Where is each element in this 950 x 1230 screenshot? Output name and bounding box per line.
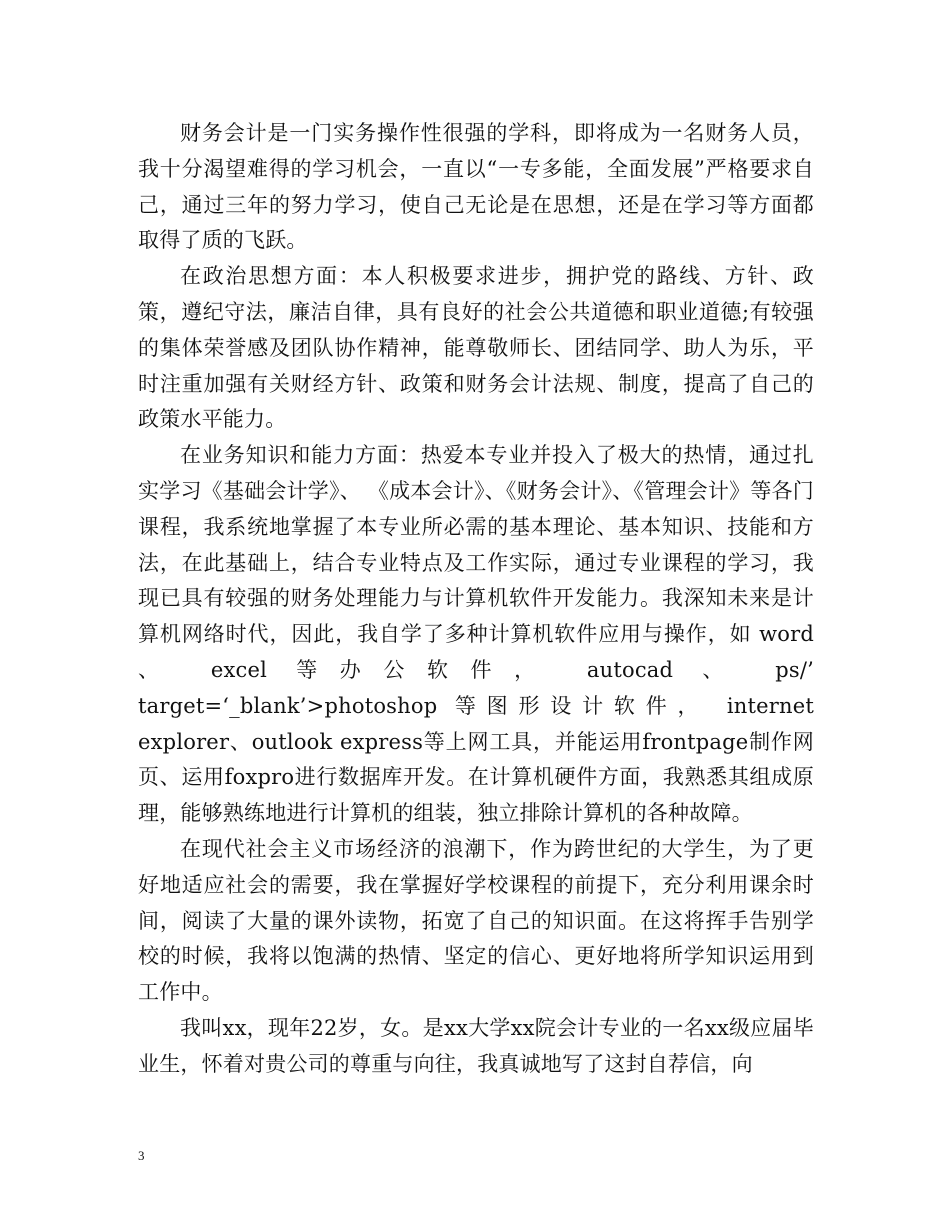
document-body [138, 116, 814, 1083]
page-number: 3 [138, 1148, 145, 1163]
paragraph-social-adaptation: 在现代社会主义市场经济的浪潮下，作为跨世纪的大学生，为了更好地适应社会的需要，我在掌握好学校课程的前提下，充分利用课余时间，阅读了大量的课外读物，拓宽了自己的知识面。在这将挥手告别学校的时候，我将以饱满的热情、坚定的信心、更好地将所学知识运用到工作中。 [138, 836, 814, 1005]
paragraph-professional-skills: 在业务知识和能力方面：热爱本专业并投入了极大的热情，通过扎实学习《基础会计学》、 《成本会计》、《财务会计》、《管理会计》等各门课程，我系统地掌握了本专业所必需的基本理论、基本知识、技能和方法，在此基础上，结合专业特点及工作实际，通过专业课程的学习，我现已具有较强的财务处理能力与计算机软件开发能力。我深知未来是计算机网络时代，因此，我自学了多种计算机软件应用与操作，如 word 、 excel 等办公软件， autocad 、 ps/’ target=‘_blank’>photoshop 等图形设计软件， internet explorer、outlook express等上网工具，并能运用frontpage制作网页、运用foxpro进行数据库开发。在计算机硬件方面，我熟悉其组成原理，能够熟练地进行计算机的组装，独立排除计算机的各种故障。 [138, 443, 814, 826]
paragraph-political-thought: 在政治思想方面：本人积极要求进步，拥护党的路线、方针、政策，遵纪守法，廉洁自律，具有良好的社会公共道德和职业道德;有较强的集体荣誉感及团队协作精神，能尊敬师长、团结同学、助人为乐，平时注重加强有关财经方针、政策和财务会计法规、制度，提高了自己的政策水平能力。 [138, 264, 814, 432]
paragraph-self-introduction: 我叫xx，现年22岁，女。是xx大学xx院会计专业的一名xx级应届毕业生，怀着对贵公司的尊重与向往，我真诚地写了这封自荐信，向 [138, 1015, 814, 1076]
paragraph-study-summary: 财务会计是一门实务操作性很强的学科，即将成为一名财务人员，我十分渴望难得的学习机会，一直以“一专多能，全面发展”严格要求自己，通过三年的努力学习，使自己无论是在思想，还是在学习等方面都取得了质的飞跃。 [138, 121, 814, 253]
